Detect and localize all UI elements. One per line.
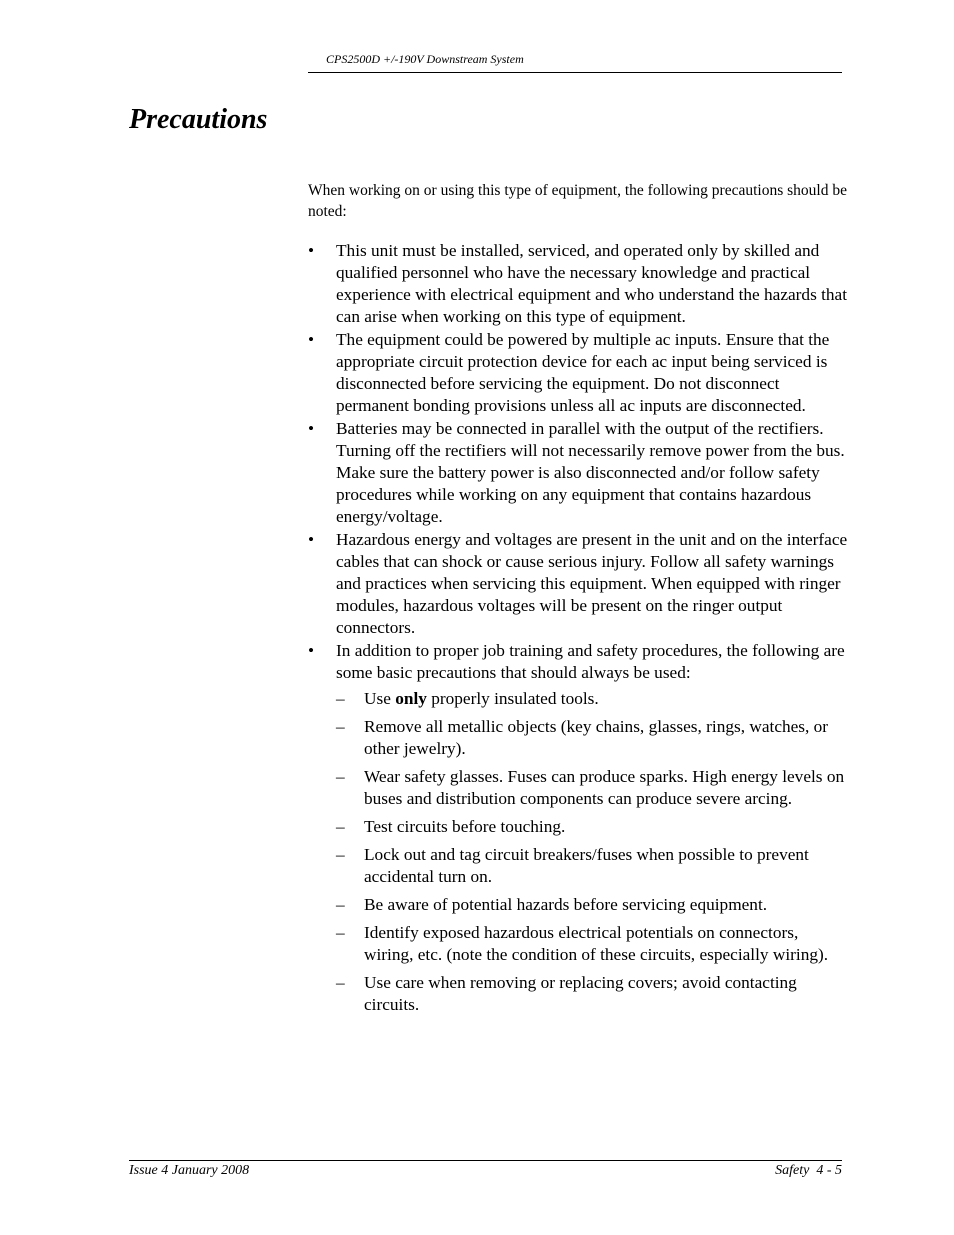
- bullet-marker: •: [308, 330, 315, 349]
- sublist-item: [336, 894, 848, 916]
- sublist-item: [336, 972, 848, 1016]
- sublist-text: Test circuits before touching.: [364, 817, 566, 836]
- dash-marker: –: [336, 689, 345, 708]
- running-header: CPS2500D +/-190V Downstream System: [326, 52, 524, 66]
- sublist-text: [364, 689, 599, 708]
- sublist-text: Wear safety glasses. Fuses can produce sparks. High energy levels on buses and distribution components can produce severe arcing.: [364, 767, 845, 808]
- dash-marker: –: [336, 717, 345, 736]
- bullet-text: This unit must be installed, serviced, and operated only by skilled and qualified personnel who have the necessary knowledge and practical experience with electrical equipment and who understand the hazards that can arise when working on this type of equipment.: [336, 241, 848, 326]
- sublist-text: Be aware of potential hazards before servicing equipment.: [364, 895, 768, 914]
- list-item: [308, 418, 848, 528]
- sublist-item: [336, 922, 848, 966]
- bullet-text: Batteries may be connected in parallel with the output of the rectifiers. Turning off the rectifiers will not necessarily remove power from the bus. Make sure the battery power is also disconnected and/or follow safety procedures while working on any equipment that contains hazardous energy/voltage.: [336, 419, 845, 526]
- footer-issue-date: Issue 4 January 2008: [129, 1163, 250, 1178]
- tools-prefix: Use: [364, 689, 396, 708]
- footer-page-number: Safety 4 - 5: [775, 1163, 842, 1178]
- precautions-list: [308, 240, 848, 1022]
- dash-marker: –: [336, 973, 345, 992]
- dash-marker: –: [336, 923, 345, 942]
- bullet-marker: •: [308, 241, 315, 260]
- header-rule: [308, 72, 842, 73]
- sublist-text: Use care when removing or replacing covers; avoid contacting circuits.: [364, 973, 797, 1014]
- sublist-item: [336, 766, 848, 810]
- sublist-text: Lock out and tag circuit breakers/fuses when possible to prevent accidental turn on.: [364, 845, 809, 886]
- page-title: Precautions: [129, 104, 268, 135]
- sublist-item: [336, 816, 848, 838]
- bullet-marker: •: [308, 419, 315, 438]
- basic-precautions-sublist: [336, 688, 848, 1016]
- emphasis-only: only: [395, 689, 427, 708]
- dash-marker: –: [336, 895, 345, 914]
- intro-paragraph: When working on or using this type of equipment, the following precautions should be noted:: [308, 182, 847, 220]
- list-item: [308, 529, 848, 639]
- dash-marker: –: [336, 817, 345, 836]
- footer-rule: [129, 1160, 842, 1161]
- bullet-text: Hazardous energy and voltages are present in the unit and on the interface cables that can shock or cause serious injury. Follow all safety warnings and practices when servicing this equipment. When equipped with ringer modules, hazardous voltages will be present on the ringer output connectors.: [336, 530, 848, 637]
- dash-marker: –: [336, 767, 345, 786]
- sublist-text: Identify exposed hazardous electrical potentials on connectors, wiring, etc. (note the condition of these circuits, especially wiring).: [364, 923, 829, 964]
- tools-suffix: properly insulated tools.: [426, 689, 599, 708]
- bullet-text: In addition to proper job training and safety procedures, the following are some basic precautions that should always be used:: [336, 641, 845, 682]
- sublist-text: Remove all metallic objects (key chains, glasses, rings, watches, or other jewelry).: [364, 717, 829, 758]
- bullet-text: The equipment could be powered by multiple ac inputs. Ensure that the appropriate circuit protection device for each ac input being serviced is disconnected before servicing the equipment. Do not disconnect permanent bonding provisions unless all ac inputs are disconnected.: [336, 330, 830, 415]
- list-item: [308, 329, 848, 417]
- bullet-marker: •: [308, 530, 315, 549]
- sublist-item: [336, 844, 848, 888]
- sublist-item: [336, 688, 848, 710]
- bullet-marker: •: [308, 641, 315, 660]
- sublist-item: [336, 716, 848, 760]
- dash-marker: –: [336, 845, 345, 864]
- list-item: [308, 240, 848, 328]
- list-item: [308, 640, 848, 1016]
